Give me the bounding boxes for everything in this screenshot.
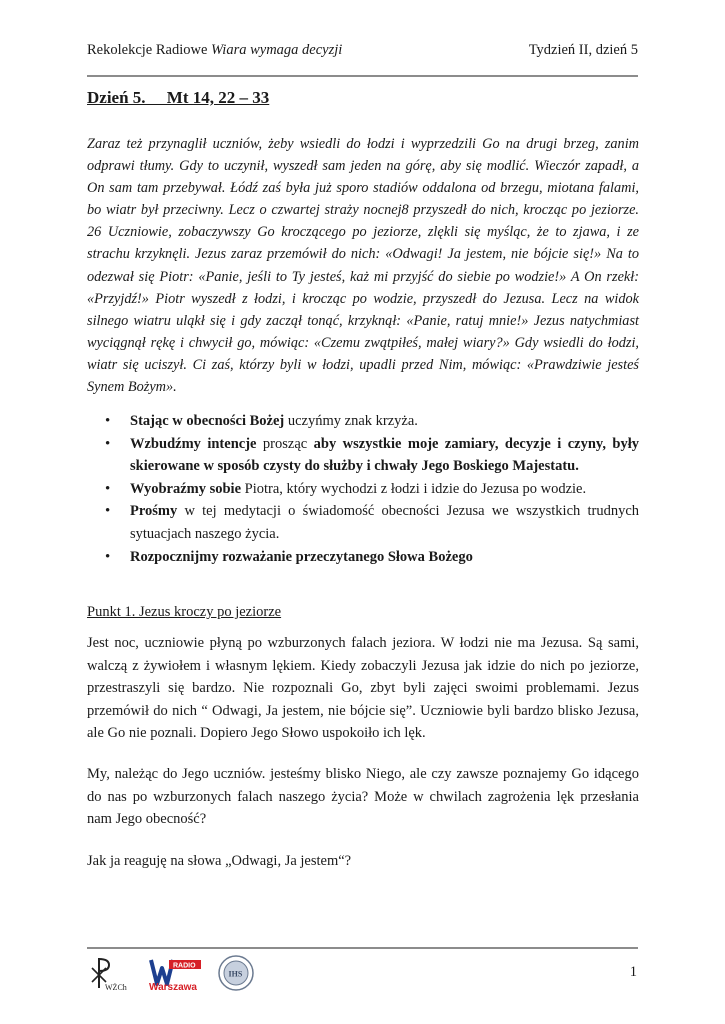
radio-logo-top-text: RADIO xyxy=(173,962,196,970)
list-item: • Wyobraźmy sobie Piotra, który wychodzi z łodzi i idzie do Jezusa po wodzie. xyxy=(87,478,639,501)
header-week-day: Tydzień II, dzień 5 xyxy=(528,42,638,58)
list-item: • Wzbudźmy intencje prosząc aby wszystkie moje zamiary, decyzje i czyny, były skierowane w sposób czysty do służby i chwały Jego Boskiego Majestatu. xyxy=(87,433,639,478)
footer-logos xyxy=(87,953,255,993)
paragraph: My, należąc do Jego uczniów. jesteśmy blisko Niego, ale czy zawsze poznajemy Go idącego do nas po wzburzonych falach naszego życia? Może w chwilach zagrożenia lęk przesłania nam Jego obecność? xyxy=(87,766,639,828)
wzch-logo-icon xyxy=(87,954,133,992)
list-item: • Prośmy w tej medytacji o świadomość obecności Jezusa we wszystkich trudnych sytuacjach naszego życia. xyxy=(87,500,639,545)
ihs-seal-icon xyxy=(217,954,255,992)
point-heading: Punkt 1. Jezus kroczy po jeziorze xyxy=(87,604,282,620)
paragraph: Jest noc, uczniowie płyną po wzburzonych falach jeziora. W łodzi nie ma Jezusa. Są sami, walczą z żywiołem i własnym lękiem. Kiedy zobaczyli Jezusa jak idzie do nich po jeziorze, przestraszyli się bardzo. Nie rozpoznali Go, zbyt byli zajęci swoimi problemami. Jezus przemówił do nich “ Odwagi, Ja jestem, nie bójcie się”. Uczniowie byli bardzo blisko Jezusa, ale Go nie poznali. Dopiero Jego Słowo uspokoiło ich lęk. xyxy=(87,635,639,742)
gospel-passage: Zaraz też przynaglił uczniów, żeby wsiedli do łodzi i wyprzedzili Go na drugi brzeg, zanim odprawi tłumy. Gdy to uczynił, wyszedł sam jeden na górę, aby się modlić. Wieczór zapadł, a On sam tam przebywał. Łódź zaś była już sporo stadiów oddalona od brzegu, miotana falami, bo wiatr był przeciwny. Lecz o czwartej straży nocnej8 przyszedł do nich, krocząc po jeziorze. 26 Uczniowie, zobaczywszy Go kroczącego po jeziorze, zlękli się myśląc, że to zjawa, i ze strachu krzyknęli. Jezus zaraz przemówił do nich: «Odwagi! Ja jestem, nie bójcie się!» Na to odezwał się Piotr: «Panie, jeśli to Ty jesteś, każ mi przyjść do siebie po wodzie!» A On rzekł: «Przyjdź!» Piotr wyszedł z łodzi, i krocząc po wodzie, przyszedł do Jezusa. Lecz na widok silnego wiatru uląkł się i gdy zaczął tonąć, krzyknął: «Panie, ratuj mnie!» Jezus natychmiast wyciągnął rękę i chwycił go, mówiąc: «Czemu zwątpiłeś, małej wiary?» Gdy wsiedli do łodzi, wiatr się uciszył. Ci zaś, którzy byli w łodzi, upadli przed Nim, mówiąc: «Prawdziwie jesteś Synem Bożym». xyxy=(87,136,639,396)
header-series-title: Rekolekcje Radiowe Wiara wymaga decyzji xyxy=(87,42,343,58)
ihs-seal-text: IHS xyxy=(228,969,243,979)
page-number: 1 xyxy=(629,964,637,980)
radio-warszawa-logo-icon xyxy=(147,954,203,992)
header-divider xyxy=(87,75,638,77)
page-header xyxy=(87,42,638,64)
list-item: • Rozpocznijmy rozważanie przeczytanego Słowa Bożego xyxy=(87,546,639,569)
paragraph: Jak ja reaguję na słowa „Odwagi, Ja jestem“? xyxy=(87,853,352,869)
meditation-steps-list xyxy=(87,410,639,568)
footer-divider xyxy=(87,947,638,949)
wzch-logo-text: WŻCh xyxy=(105,983,127,992)
list-item: • Stając w obecności Bożej uczyńmy znak krzyża. xyxy=(87,410,639,433)
day-title: Dzień 5. Mt 14, 22 – 33 xyxy=(87,88,270,107)
radio-logo-main-text: Warszawa xyxy=(149,982,197,992)
